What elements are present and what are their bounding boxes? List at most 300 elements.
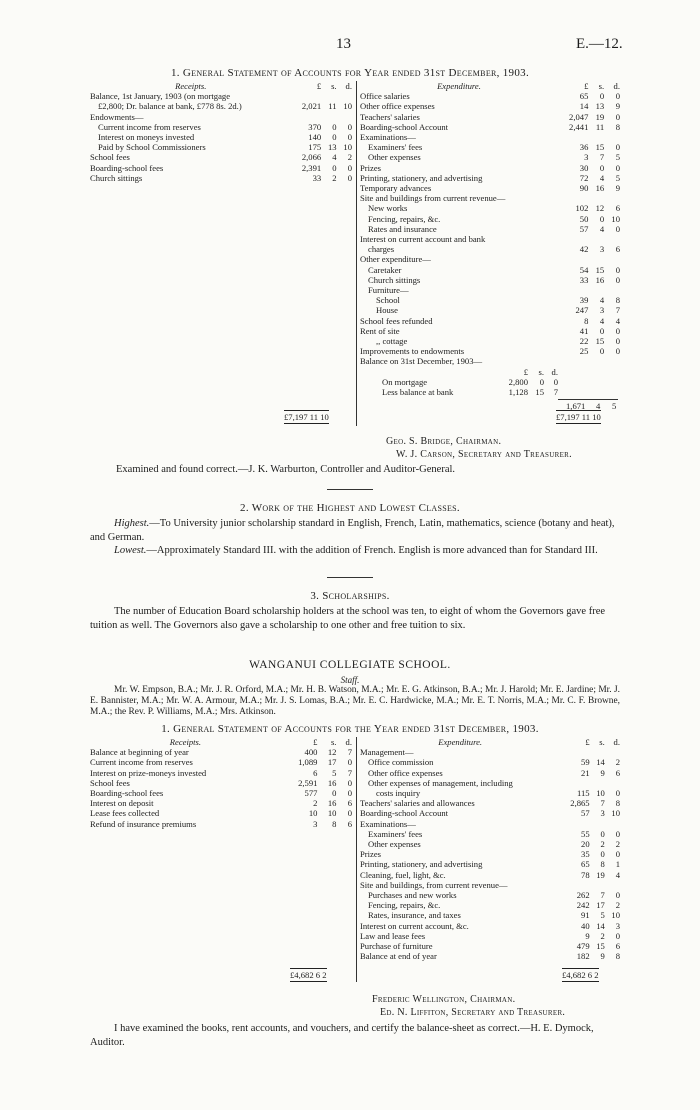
amount-pounds: 370: [308, 121, 322, 132]
amount-pounds: 8: [584, 315, 589, 326]
row-label: Endowments—: [90, 111, 144, 122]
amount-pounds: [558, 285, 588, 295]
amount-pounds: [558, 193, 588, 203]
page-number: 13: [336, 36, 351, 52]
amount-pence: [604, 285, 620, 295]
lowest-label: Lowest.: [114, 545, 147, 556]
amount-shillings: 15: [595, 142, 605, 153]
amount-pence: 0: [615, 788, 620, 799]
amount-shillings: 14: [596, 920, 605, 931]
row-label: ,, cottage: [376, 336, 408, 347]
table-row: [360, 819, 620, 829]
row-label: Rates, insurance, and taxes: [368, 910, 461, 921]
table-row: [90, 778, 352, 788]
amount-pounds: 262: [576, 890, 590, 901]
highest-class-paragraph: [90, 517, 620, 544]
amount-pounds: [558, 356, 588, 366]
highest-text: —To University junior scholarship standard in English, French, Latin, mathematics, science (botany and heat), and German.: [90, 518, 615, 543]
amount-pence: 2: [347, 152, 352, 163]
table-row: [90, 788, 352, 798]
table-row: [360, 839, 620, 849]
amount-pence: 0: [615, 162, 620, 173]
amount-shillings: 0: [600, 849, 605, 860]
section-3-title: 3. Scholarships.: [310, 590, 390, 602]
balance-total-pounds: 1,671: [566, 401, 586, 412]
row-label: Examinations—: [360, 818, 416, 829]
amount-pounds: [558, 234, 588, 244]
table-row: [360, 951, 620, 961]
table-row: [360, 890, 620, 900]
amount-shillings: 17: [596, 900, 605, 911]
table-row: [360, 163, 620, 173]
balance-total-pence: 5: [612, 401, 617, 412]
amount-pounds: [292, 112, 322, 122]
lowest-class-paragraph: [90, 544, 620, 558]
table-row: [360, 859, 620, 869]
amount-pounds: 2,591: [298, 777, 318, 788]
table-row: [378, 377, 558, 387]
row-label: Caretaker: [368, 264, 402, 275]
wanganui-secretary-signature: Ed. N. Liffiton, Secretary and Treasurer.: [380, 1007, 566, 1018]
row-label: New works: [368, 203, 408, 214]
row-label: Printing, stationery, and advertising: [360, 172, 483, 183]
w-receipts-block: [90, 737, 352, 829]
amount-pounds: 102: [575, 203, 589, 214]
amount-pence: 6: [615, 767, 620, 778]
row-label: Other expenses: [368, 839, 421, 850]
amount-pounds: 50: [579, 213, 589, 224]
amount-pence: 0: [615, 930, 620, 941]
amount-shillings: 0: [599, 91, 605, 102]
amount-pence: 6: [615, 203, 620, 214]
amount-pence: [605, 778, 620, 788]
table-row: [360, 234, 620, 244]
row-label: Temporary advances: [360, 183, 432, 194]
w-receipts-heading: Receipts.: [169, 737, 202, 747]
highest-label: Highest.: [114, 518, 150, 529]
table-row: [360, 346, 620, 356]
table-row: [360, 921, 620, 931]
table-row: [90, 163, 352, 173]
amount-shillings: 7: [600, 890, 605, 901]
amount-shillings: [590, 747, 605, 757]
row-label: On mortgage: [382, 376, 428, 387]
amount-shillings: [590, 880, 605, 890]
wanganui-statement-title: 1. General Statement of Accounts for the Year ended 31st December, 1903.: [161, 723, 539, 735]
amount-pounds: 3: [584, 152, 589, 163]
table-row: [360, 91, 620, 101]
row-label: Management—: [360, 747, 414, 758]
amount-pence: [604, 193, 620, 203]
amount-shillings: 17: [327, 757, 337, 768]
table-row: [90, 757, 352, 767]
amount-pounds: 400: [304, 747, 318, 758]
table-row: [90, 91, 352, 101]
row-label: Balance at end of year: [360, 951, 437, 962]
amount-pence: 10: [343, 101, 352, 112]
amount-pounds: 65: [581, 859, 590, 870]
staff-heading: Staff.: [340, 675, 360, 685]
row-label: Other expenses of management, including: [368, 777, 513, 788]
shillings-symbol: s.: [598, 81, 605, 91]
table-row: [360, 224, 620, 234]
pence-symbol: d.: [613, 81, 620, 91]
amount-pence: 6: [615, 941, 620, 952]
amount-pounds: 90: [579, 183, 589, 194]
amount-pence: 0: [615, 890, 620, 901]
chairman-signature: Geo. S. Bridge, Chairman.: [386, 436, 502, 447]
amount-pence: 0: [553, 376, 558, 387]
amount-pence: 0: [615, 325, 620, 336]
pence-symbol: d.: [345, 81, 352, 91]
amount-pence: 0: [615, 91, 620, 102]
pence-symbol: d.: [345, 737, 352, 747]
amount-pence: [337, 112, 352, 122]
amount-pence: 7: [347, 767, 352, 778]
table-row: [360, 142, 620, 152]
amount-pence: 0: [347, 757, 352, 768]
amount-shillings: 11: [595, 121, 605, 132]
amount-pounds: 55: [581, 828, 590, 839]
amount-shillings: 7: [599, 152, 605, 163]
table-row: [360, 880, 620, 890]
table-row: [360, 193, 620, 203]
row-label: Refund of insurance premiums: [90, 818, 197, 829]
amount-pounds: 2,066: [301, 152, 322, 163]
amount-pence: 0: [615, 274, 620, 285]
amount-pence: 7: [347, 747, 352, 758]
amount-shillings: 0: [539, 376, 544, 387]
amount-shillings: 0: [599, 162, 605, 173]
row-label: Examinations—: [360, 132, 416, 143]
table-row: [360, 112, 620, 122]
pound-symbol: £: [313, 737, 318, 747]
shillings-symbol: s.: [538, 366, 544, 377]
amount-shillings: [321, 91, 336, 101]
row-label: Furniture—: [368, 285, 409, 296]
amount-pounds: 1,128: [508, 387, 528, 398]
row-label: £2,800; Dr. balance at bank, £778 8s. 2d.): [98, 101, 242, 112]
table-row: [360, 768, 620, 778]
shillings-symbol: s.: [331, 81, 337, 91]
amount-pence: 5: [615, 172, 620, 183]
row-label: charges: [368, 244, 395, 255]
s1-receipts-table: [90, 81, 352, 183]
table-row: [360, 316, 620, 326]
row-label: Rent of site: [360, 325, 400, 336]
table-row: [90, 101, 352, 111]
amount-shillings: 0: [599, 346, 605, 357]
pound-symbol: £: [316, 81, 322, 91]
amount-shillings: 2: [600, 930, 605, 941]
s1-expenditure-heading: Expenditure.: [437, 81, 481, 91]
amount-pounds: 36: [579, 142, 589, 153]
table-row: [90, 122, 352, 132]
table-row: [360, 132, 620, 142]
amount-pounds: 2,441: [569, 121, 589, 132]
amount-shillings: 9: [600, 767, 605, 778]
table-row: [90, 132, 352, 142]
amount-pounds: 175: [308, 142, 322, 153]
amount-pounds: 91: [581, 910, 590, 921]
table-row: [360, 285, 620, 295]
amount-pounds: 10: [308, 808, 318, 819]
row-label: Boarding-school Account: [360, 121, 449, 132]
amount-pence: 0: [347, 172, 352, 183]
s1-receipts-block: [90, 81, 352, 183]
amount-pence: 0: [615, 142, 620, 153]
amount-shillings: 4: [599, 172, 605, 183]
amount-shillings: 0: [332, 121, 337, 132]
s1-expenditure-block: [360, 81, 620, 411]
amount-pence: 0: [615, 223, 620, 234]
divider: [558, 399, 618, 400]
amount-shillings: 15: [595, 336, 605, 347]
row-label: Balance on 31st December, 1903—: [360, 356, 483, 367]
table-row: [360, 870, 620, 880]
table-row: [378, 387, 558, 397]
row-label: House: [376, 305, 398, 316]
amount-pounds: 22: [579, 336, 589, 347]
amount-pounds: 2,391: [301, 162, 322, 173]
amount-pence: [604, 132, 620, 142]
pound-symbol: £: [584, 81, 589, 91]
amount-shillings: 13: [327, 142, 337, 153]
amount-pence: 4: [615, 315, 620, 326]
table-row: [360, 254, 620, 264]
amount-shillings: 19: [596, 869, 605, 880]
amount-pounds: [560, 880, 589, 890]
table-row: [360, 849, 620, 859]
amount-shillings: 4: [599, 223, 605, 234]
row-label: Office commission: [368, 757, 434, 768]
amount-pence: 2: [615, 900, 620, 911]
amount-pence: 4: [615, 869, 620, 880]
table-row: [360, 203, 620, 213]
amount-pounds: 33: [312, 172, 322, 183]
amount-pounds: 21: [581, 767, 590, 778]
table-row: [360, 757, 620, 767]
row-label: Current income from reserves: [90, 757, 193, 768]
amount-shillings: 10: [596, 788, 605, 799]
pence-symbol: d.: [551, 366, 558, 377]
table-row: [360, 356, 620, 366]
amount-shillings: 14: [596, 757, 605, 768]
table-row: [90, 808, 352, 818]
lowest-text: —Approximately Standard III. with the addition of French. English is more advanced than for Standard III.: [146, 545, 598, 556]
scholarships-paragraph: The number of Education Board scholarship holders at the school was ten, to eight of whom the Governors gave free tuition as well. The Governors also gave a scholarship to one other and free tuition to six.: [90, 606, 606, 631]
amount-shillings: 3: [599, 305, 605, 316]
amount-pounds: 140: [308, 132, 322, 143]
amount-pence: [605, 880, 620, 890]
row-label: Lease fees collected: [90, 808, 160, 819]
amount-pounds: 39: [579, 295, 589, 306]
table-row: [360, 275, 620, 285]
amount-pounds: [560, 778, 589, 788]
row-label: Teachers' salaries: [360, 111, 420, 122]
w-expenditure-total: £4,682 6 2: [562, 970, 599, 980]
school-title: WANGANUI COLLEGIATE SCHOOL.: [249, 659, 451, 671]
row-label: Interest on prize-moneys invested: [90, 767, 207, 778]
amount-pounds: 42: [579, 244, 589, 255]
amount-pence: 8: [615, 798, 620, 809]
pence-symbol: d.: [613, 737, 620, 747]
amount-shillings: 10: [327, 808, 337, 819]
amount-pounds: [558, 254, 588, 264]
amount-pounds: 35: [581, 849, 590, 860]
table-row: [360, 101, 620, 111]
section-divider: [327, 489, 373, 490]
pound-symbol: £: [585, 737, 590, 747]
amount-shillings: 0: [332, 162, 337, 173]
amount-shillings: 4: [599, 295, 605, 306]
amount-pence: 10: [343, 142, 352, 153]
amount-pence: 8: [615, 951, 620, 962]
amount-shillings: 16: [327, 777, 337, 788]
amount-pounds: 3: [313, 818, 318, 829]
amount-pence: 0: [347, 121, 352, 132]
amount-shillings: [588, 132, 604, 142]
row-label: Interest on current account and bank: [360, 234, 486, 245]
amount-pence: 6: [347, 798, 352, 809]
amount-pounds: 30: [579, 162, 589, 173]
w-expenditure-table: [360, 737, 620, 961]
amount-shillings: 15: [535, 387, 544, 398]
row-label: Interest on current account, &c.: [360, 920, 469, 931]
table-row: [90, 112, 352, 122]
row-label: Examiners' fees: [368, 142, 423, 153]
amount-pence: 0: [615, 828, 620, 839]
table-row: [360, 778, 620, 788]
table-row: [360, 173, 620, 183]
amount-shillings: 3: [600, 808, 605, 819]
amount-shillings: 16: [327, 798, 337, 809]
secretary-signature: W. J. Carson, Secretary and Treasurer.: [396, 449, 572, 460]
row-label: Other office expenses: [368, 767, 443, 778]
table-row: [360, 910, 620, 920]
amount-shillings: 9: [600, 951, 605, 962]
amount-pence: 6: [615, 244, 620, 255]
row-label: Site and buildings from current revenue—: [360, 193, 506, 204]
amount-pounds: 115: [577, 788, 590, 799]
pound-symbol: £: [523, 366, 528, 377]
amount-pence: 0: [347, 777, 352, 788]
amount-shillings: 8: [332, 818, 337, 829]
table-row: [360, 941, 620, 951]
amount-shillings: 2: [600, 839, 605, 850]
amount-pounds: 577: [304, 788, 318, 799]
row-label: Rates and insurance: [368, 223, 437, 234]
amount-shillings: 11: [328, 101, 337, 112]
row-label: Church sittings: [90, 172, 143, 183]
row-label: Prizes: [360, 162, 382, 173]
amount-pence: 9: [615, 183, 620, 194]
table-row: [90, 819, 352, 829]
table-row: [90, 768, 352, 778]
table-row: [360, 265, 620, 275]
amount-shillings: 2: [332, 172, 337, 183]
row-label: Paid by School Commissioners: [98, 142, 206, 153]
table-row: [360, 214, 620, 224]
row-label: Improvements to endowments: [360, 346, 465, 357]
table-row: [90, 152, 352, 162]
table-row: [360, 152, 620, 162]
table-row: [360, 305, 620, 315]
row-label: Purchases and new works: [368, 890, 457, 901]
amount-shillings: [588, 234, 604, 244]
column-divider: [356, 737, 357, 982]
amount-shillings: [321, 112, 336, 122]
amount-pence: 0: [615, 111, 620, 122]
amount-pounds: 2,021: [301, 101, 322, 112]
table-row: [360, 183, 620, 193]
amount-pounds: 9: [585, 930, 590, 941]
amount-shillings: 0: [332, 788, 337, 799]
wanganui-auditor-statement: I have examined the books, rent accounts, and vouchers, and certify the balance-sheet as correct.—H. E. Dymock, Auditor.: [90, 1023, 594, 1048]
amount-pounds: 59: [581, 757, 590, 768]
table-row: [360, 788, 620, 798]
amount-pence: 0: [347, 788, 352, 799]
amount-shillings: [588, 254, 604, 264]
w-expenditure-block: [360, 737, 620, 961]
shillings-symbol: s.: [330, 737, 337, 747]
amount-shillings: 19: [595, 111, 605, 122]
amount-pounds: 242: [576, 900, 590, 911]
amount-shillings: 5: [332, 767, 337, 778]
amount-shillings: [590, 778, 605, 788]
amount-shillings: 4: [332, 152, 337, 163]
amount-pounds: 479: [576, 941, 590, 952]
audit-statement: Examined and found correct.—J. K. Warburton, Controller and Auditor-General.: [116, 464, 456, 475]
amount-shillings: 12: [595, 203, 605, 214]
amount-pounds: 1,089: [298, 757, 318, 768]
amount-pounds: 57: [581, 808, 590, 819]
amount-pence: 9: [615, 101, 620, 112]
row-label: Site and buildings, from current revenue—: [360, 879, 508, 890]
section-divider: [327, 577, 373, 578]
amount-shillings: 15: [595, 264, 605, 275]
table-row: [90, 798, 352, 808]
table-row: [360, 244, 620, 254]
amount-pounds: 40: [581, 920, 590, 931]
amount-pence: 10: [611, 213, 620, 224]
row-label: Fencing, repairs, &c.: [368, 213, 441, 224]
row-label: Other office expenses: [360, 101, 435, 112]
amount-shillings: 16: [595, 183, 605, 194]
amount-pounds: 65: [579, 91, 589, 102]
s1-receipts-total: £7,197 11 10: [284, 412, 329, 422]
row-label: Examiners' fees: [368, 828, 423, 839]
amount-pence: 0: [347, 808, 352, 819]
w-receipts-table: [90, 737, 352, 829]
row-label: Church sittings: [368, 274, 421, 285]
amount-pence: 0: [347, 162, 352, 173]
table-row: [360, 336, 620, 346]
amount-shillings: [588, 285, 604, 295]
row-label: Office salaries: [360, 91, 410, 102]
row-label: Prizes: [360, 849, 382, 860]
section-1-title: 1. General Statement of Accounts for Year ended 31st December, 1903.: [170, 67, 529, 79]
amount-pence: 0: [615, 346, 620, 357]
amount-pence: 7: [615, 305, 620, 316]
row-label: Current income from reserves: [98, 121, 201, 132]
amount-pence: 8: [615, 295, 620, 306]
table-row: [360, 808, 620, 818]
row-label: Cleaning, fuel, light, &c.: [360, 869, 446, 880]
amount-pence: [605, 747, 620, 757]
amount-pounds: 25: [579, 346, 589, 357]
amount-pence: [604, 234, 620, 244]
